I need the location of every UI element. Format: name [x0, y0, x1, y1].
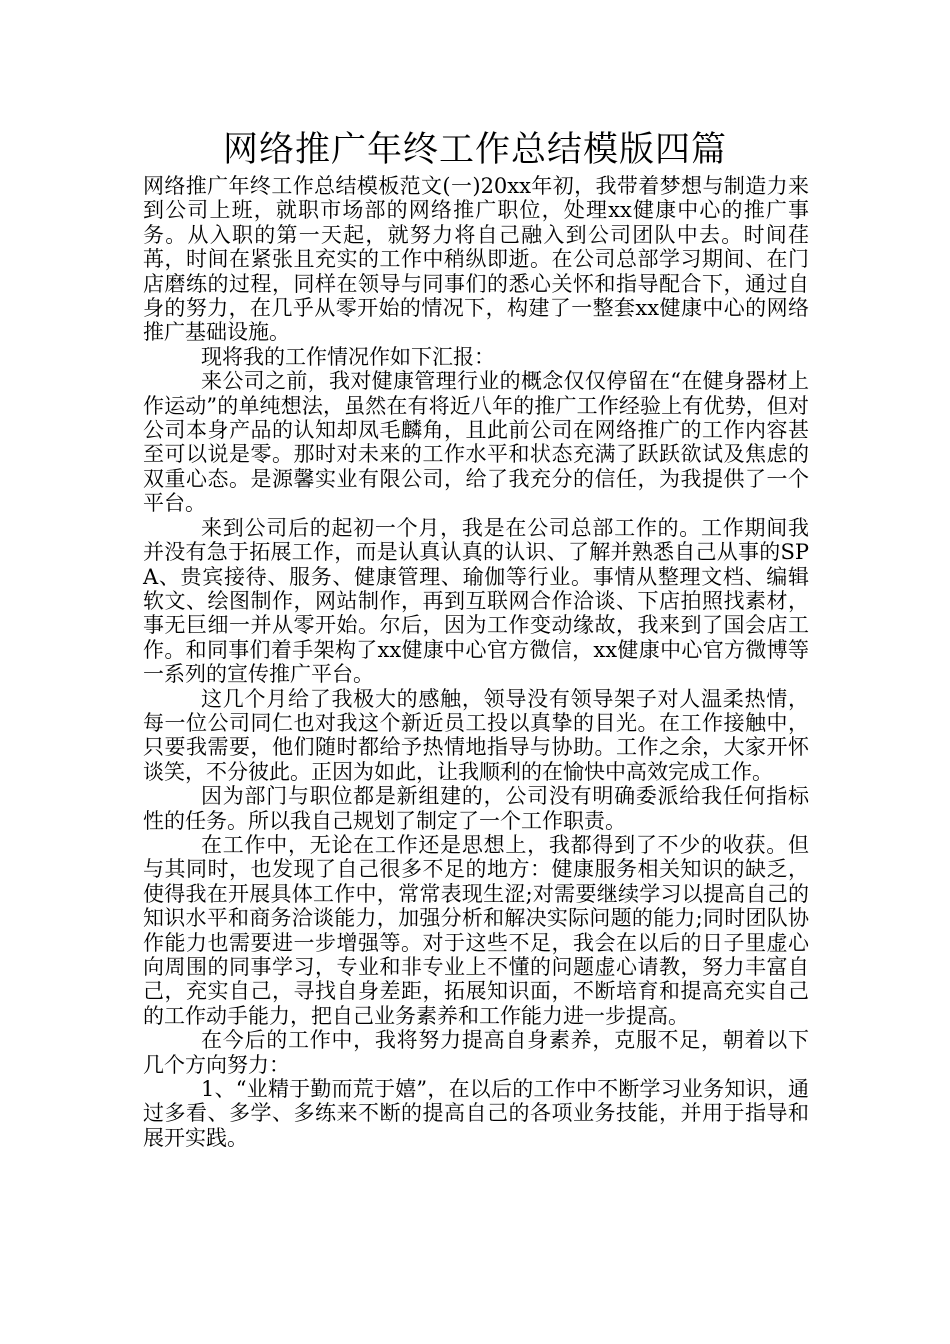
paragraph: 在今后的工作中，我将努力提高自身素养，克服不足，朝着以下几个方向努力：	[143, 1028, 809, 1077]
paragraph: 1、“业精于勤而荒于嬉”，在以后的工作中不断学习业务知识，通过多看、多学、多练来不断的提高自己的各项业务技能，并用于指导和展开实践。	[143, 1077, 809, 1150]
paragraph: 来到公司后的起初一个月，我是在公司总部工作的。工作期间我并没有急于拓展工作，而是认真认真的认识、了解并熟悉自己从事的SPA、贵宾接待、服务、健康管理、瑜伽等行业。事情从整理文档、编辑软文、绘图制作，网站制作，再到互联网合作洽谈、下店拍照找素材，事无巨细一并从零开始。尔后，因为工作变动缘故，我来到了国会店工作。和同事们着手架构了xx健康中心官方微信，xx健康中心官方微博等一系列的宣传推广平台。	[143, 515, 809, 687]
paragraph: 因为部门与职位都是新组建的，公司没有明确委派给我任何指标性的任务。所以我自己规划了制定了一个工作职责。	[143, 784, 809, 833]
paragraph: 在工作中，无论在工作还是思想上，我都得到了不少的收获。但与其同时，也发现了自己很多不足的地方：健康服务相关知识的缺乏，使得我在开展具体工作中，常常表现生涩;对需要继续学习以提高自己的知识水平和商务洽谈能力，加强分析和解决实际问题的能力;同时团队协作能力也需要进一步增强等。对于这些不足，我会在以后的日子里虚心向周围的同事学习，专业和非专业上不懂的问题虚心请教，努力丰富自己，充实自己，寻找自身差距，拓展知识面，不断培育和提高充实自己的工作动手能力，把自己业务素养和工作能力进一步提高。	[143, 832, 809, 1028]
paragraph: 这几个月给了我极大的感触，领导没有领导架子对人温柔热情，每一位公司同仁也对我这个新近员工投以真挚的目光。在工作接触中，只要我需要，他们随时都给予热情地指导与协助。工作之余，大家开怀谈笑，不分彼此。正因为如此，让我顺利的在愉快中高效完成工作。	[143, 686, 809, 784]
document-title: 网络推广年终工作总结模版四篇	[222, 130, 727, 170]
paragraph: 来公司之前，我对健康管理行业的概念仅仅停留在“在健身器材上作运动”的单纯想法，虽然在有将近八年的推广工作经验上有优势，但对公司本身产品的认知却凤毛麟角，且此前公司在网络推广的工作内容甚至可以说是零。那时对未来的工作水平和状态充满了跃跃欲试及焦虑的双重心态。是源馨实业有限公司，给了我充分的信任，为我提供了一个平台。	[143, 369, 809, 516]
paragraph: 现将我的工作情况作如下汇报：	[201, 344, 495, 369]
document-body	[143, 174, 809, 1150]
paragraph: 网络推广年终工作总结模板范文(一)20xx年初，我带着梦想与制造力来到公司上班，就职市场部的网络推广职位，处理xx健康中心的推广事务。从入职的第一天起，就努力将自己融入到公司团队中去。时间荏苒，时间在紧张且充实的工作中稍纵即逝。在公司总部学习期间、在门店磨练的过程，同样在领导与同事们的悉心关怀和指导配合下，通过自身的努力，在几乎从零开始的情况下，构建了一整套xx健康中心的网络推广基础设施。	[143, 174, 809, 345]
